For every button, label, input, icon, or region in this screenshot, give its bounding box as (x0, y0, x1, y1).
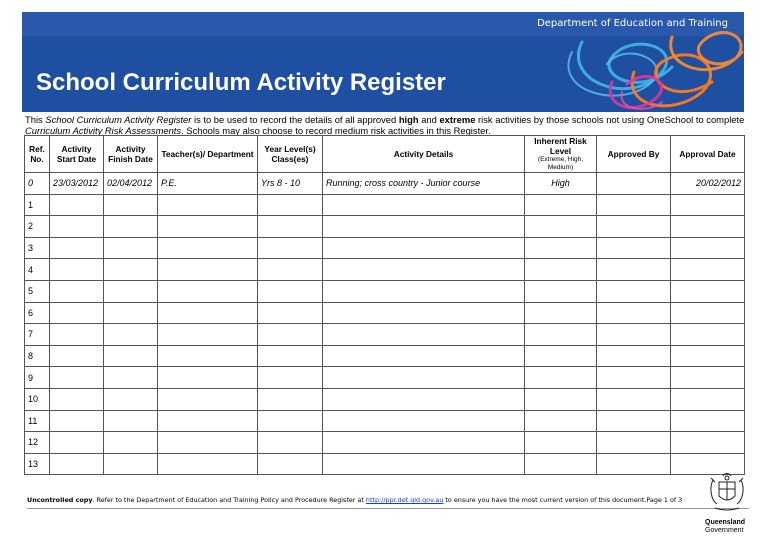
empty-cell[interactable] (597, 237, 671, 259)
empty-cell[interactable] (525, 259, 597, 281)
header-year-level: Year Level(s) Class(es) (258, 136, 323, 173)
cell-ref: 12 (25, 432, 50, 454)
empty-cell[interactable] (50, 453, 104, 475)
empty-cell[interactable] (50, 259, 104, 281)
header-ref-no: Ref. No. (25, 136, 50, 173)
empty-cell[interactable] (104, 367, 158, 389)
empty-cell[interactable] (50, 194, 104, 216)
empty-cell[interactable] (671, 280, 745, 302)
empty-cell[interactable] (104, 259, 158, 281)
empty-cell[interactable] (323, 388, 525, 410)
table-row (25, 302, 745, 324)
empty-cell[interactable] (671, 194, 745, 216)
empty-cell[interactable] (525, 194, 597, 216)
cell-ref: 1 (25, 194, 50, 216)
table-row (25, 388, 745, 410)
empty-cell[interactable] (597, 432, 671, 454)
empty-cell[interactable] (258, 432, 323, 454)
logo-text-line2: Government (705, 527, 744, 534)
header-start-date: Activity Start Date (50, 136, 104, 173)
empty-cell[interactable] (671, 237, 745, 259)
empty-cell[interactable] (158, 388, 258, 410)
cell-ref: 9 (25, 367, 50, 389)
activity-register-table (24, 135, 745, 475)
empty-cell[interactable] (671, 259, 745, 281)
empty-cell[interactable] (671, 432, 745, 454)
page-title: School Curriculum Activity Register (36, 69, 446, 96)
empty-cell[interactable] (597, 259, 671, 281)
table-row (25, 324, 745, 346)
empty-cell[interactable] (158, 324, 258, 346)
empty-cell[interactable] (258, 410, 323, 432)
empty-cell[interactable] (525, 367, 597, 389)
empty-cell[interactable] (158, 237, 258, 259)
empty-cell[interactable] (258, 324, 323, 346)
empty-cell[interactable] (158, 345, 258, 367)
cell-ref: 0 (25, 173, 50, 195)
header-finish-date: Activity Finish Date (104, 136, 158, 173)
empty-cell[interactable] (525, 302, 597, 324)
empty-cell[interactable] (323, 194, 525, 216)
cell-ref: 8 (25, 345, 50, 367)
empty-cell[interactable] (50, 237, 104, 259)
empty-cell[interactable] (158, 280, 258, 302)
empty-cell[interactable] (258, 302, 323, 324)
empty-cell[interactable] (104, 194, 158, 216)
empty-cell[interactable] (104, 432, 158, 454)
empty-cell[interactable] (597, 388, 671, 410)
empty-cell[interactable] (671, 367, 745, 389)
empty-cell[interactable] (323, 367, 525, 389)
table-row (25, 367, 745, 389)
cell-ref: 3 (25, 237, 50, 259)
footer-divider (27, 508, 749, 509)
empty-cell[interactable] (258, 194, 323, 216)
cell-teacher[interactable]: P.E. (158, 173, 258, 195)
logo-text-line1: Queensland (705, 519, 746, 526)
empty-cell[interactable] (525, 280, 597, 302)
cell-ref: 10 (25, 388, 50, 410)
header-risk-level: Inherent Risk Level (Extreme, High, Medium) (525, 136, 597, 173)
empty-cell[interactable] (258, 345, 323, 367)
empty-cell[interactable] (525, 324, 597, 346)
department-name: Department of Education and Training (537, 18, 728, 29)
empty-cell[interactable] (525, 237, 597, 259)
queensland-government-logo (705, 470, 749, 538)
empty-cell[interactable] (525, 216, 597, 238)
intro-text: This School Curriculum Activity Register is to be used to record the details of all approved high and extreme risk activities by those schools not using OneSchool to complete Curriculum Activity Risk Assessments. Schools may also choose to record medium risk activities in this Register. (25, 114, 745, 136)
empty-cell[interactable] (597, 216, 671, 238)
cell-risk-level[interactable]: High (525, 173, 597, 195)
empty-cell[interactable] (158, 367, 258, 389)
empty-cell[interactable] (104, 388, 158, 410)
empty-cell[interactable] (323, 237, 525, 259)
cell-ref: 2 (25, 216, 50, 238)
footer-note: Uncontrolled copy. Refer to the Department of Education and Training Policy and Procedure Register at http://ppr.det.qld.gov.au to ensure you have the most current version of this document.Page 1 of 3 (27, 496, 683, 504)
empty-cell[interactable] (104, 345, 158, 367)
empty-cell[interactable] (104, 237, 158, 259)
empty-cell[interactable] (50, 410, 104, 432)
header-approved-by: Approved By (597, 136, 671, 173)
empty-cell[interactable] (597, 194, 671, 216)
empty-cell[interactable] (104, 410, 158, 432)
cell-ref: 13 (25, 453, 50, 475)
header-approval-date: Approval Date (671, 136, 745, 173)
table-row (25, 345, 745, 367)
empty-cell[interactable] (158, 259, 258, 281)
risk-level-hint: (Extreme, High, Medium) (537, 156, 584, 171)
empty-cell[interactable] (323, 345, 525, 367)
empty-cell[interactable] (525, 388, 597, 410)
empty-cell[interactable] (525, 345, 597, 367)
empty-cell[interactable] (258, 259, 323, 281)
empty-cell[interactable] (50, 345, 104, 367)
table-row (25, 280, 745, 302)
empty-cell[interactable] (323, 259, 525, 281)
cell-ref: 4 (25, 259, 50, 281)
empty-cell[interactable] (323, 432, 525, 454)
header-teacher: Teacher(s)/ Department (158, 136, 258, 173)
empty-cell[interactable] (323, 216, 525, 238)
empty-cell[interactable] (525, 410, 597, 432)
empty-cell[interactable] (158, 432, 258, 454)
table-row (25, 432, 745, 454)
empty-cell[interactable] (50, 432, 104, 454)
empty-cell[interactable] (258, 216, 323, 238)
empty-cell[interactable] (104, 324, 158, 346)
empty-cell[interactable] (50, 216, 104, 238)
cell-start-date[interactable]: 23/03/2012 (50, 173, 104, 195)
empty-cell[interactable] (158, 216, 258, 238)
empty-cell[interactable] (50, 280, 104, 302)
empty-cell[interactable] (597, 345, 671, 367)
cell-ref: 5 (25, 280, 50, 302)
empty-cell[interactable] (158, 410, 258, 432)
empty-cell[interactable] (258, 237, 323, 259)
empty-cell[interactable] (104, 216, 158, 238)
empty-cell[interactable] (597, 367, 671, 389)
empty-cell[interactable] (50, 302, 104, 324)
empty-cell[interactable] (104, 280, 158, 302)
table-row (25, 237, 745, 259)
coat-of-arms-icon (705, 470, 749, 514)
empty-cell[interactable] (50, 324, 104, 346)
empty-cell[interactable] (50, 367, 104, 389)
empty-cell[interactable] (597, 302, 671, 324)
empty-cell[interactable] (671, 345, 745, 367)
empty-cell[interactable] (158, 453, 258, 475)
empty-cell[interactable] (323, 302, 525, 324)
cell-ref: 11 (25, 410, 50, 432)
cell-ref: 7 (25, 324, 50, 346)
header-banner (22, 12, 744, 112)
empty-cell[interactable] (597, 453, 671, 475)
empty-cell[interactable] (597, 324, 671, 346)
empty-cell[interactable] (323, 453, 525, 475)
empty-cell[interactable] (597, 280, 671, 302)
empty-cell[interactable] (258, 453, 323, 475)
cell-finish-date[interactable]: 02/04/2012 (104, 173, 158, 195)
cell-year-level[interactable]: Yrs 8 - 10 (258, 173, 323, 195)
page-number: Page 1 of 3 (646, 496, 683, 504)
empty-cell[interactable] (671, 216, 745, 238)
empty-cell[interactable] (258, 280, 323, 302)
empty-cell[interactable] (323, 324, 525, 346)
table-row (25, 194, 745, 216)
table-header-row (25, 136, 745, 173)
empty-cell[interactable] (258, 388, 323, 410)
cell-approval-date[interactable]: 20/02/2012 (671, 173, 745, 195)
cell-approved-by[interactable] (597, 173, 671, 195)
table-row (25, 216, 745, 238)
empty-cell[interactable] (671, 324, 745, 346)
policy-register-link[interactable]: http://ppr.det.qld.gov.au (365, 496, 444, 504)
empty-cell[interactable] (158, 194, 258, 216)
cell-activity-details[interactable]: Running; cross country - Junior course (323, 173, 525, 195)
empty-cell[interactable] (671, 302, 745, 324)
cell-ref: 6 (25, 302, 50, 324)
empty-cell[interactable] (671, 410, 745, 432)
empty-cell[interactable] (525, 432, 597, 454)
empty-cell[interactable] (158, 302, 258, 324)
empty-cell[interactable] (104, 302, 158, 324)
empty-cell[interactable] (671, 388, 745, 410)
table-row (25, 259, 745, 281)
table-row (25, 410, 745, 432)
empty-cell[interactable] (597, 410, 671, 432)
empty-cell[interactable] (323, 280, 525, 302)
empty-cell[interactable] (104, 453, 158, 475)
empty-cell[interactable] (50, 388, 104, 410)
header-activity-details: Activity Details (323, 136, 525, 173)
empty-cell[interactable] (323, 410, 525, 432)
example-row (25, 173, 745, 195)
empty-cell[interactable] (525, 453, 597, 475)
table-row (25, 453, 745, 475)
empty-cell[interactable] (258, 367, 323, 389)
